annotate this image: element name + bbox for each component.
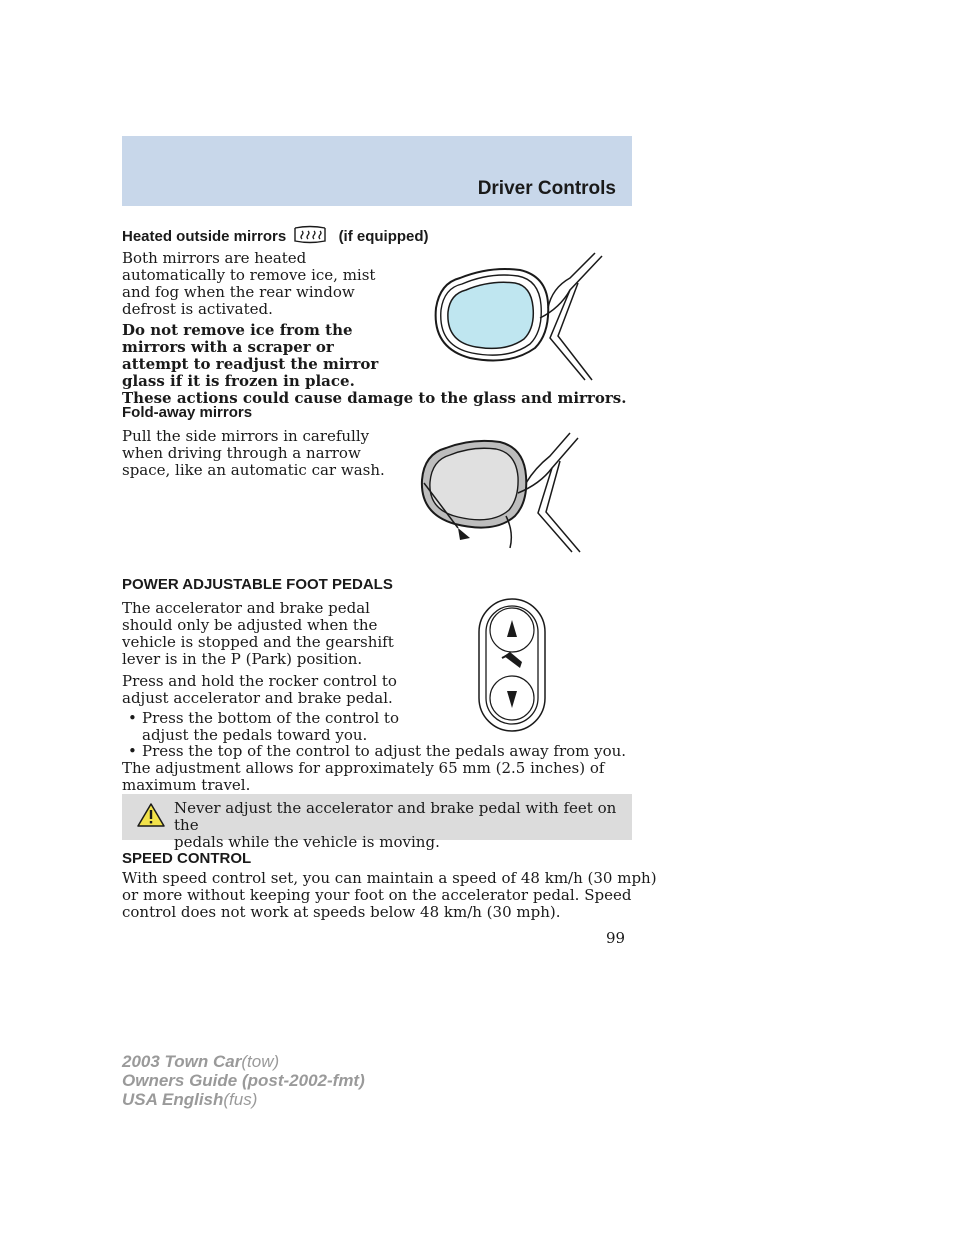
text-line: defrost is activated. xyxy=(122,300,273,318)
text-line: pedals while the vehicle is moving. xyxy=(174,833,440,851)
text-line: The adjustment allows for approximately 65 mm (2.5 inches) of xyxy=(122,759,605,777)
footer-guide: Owners Guide (post-2002-fmt) xyxy=(122,1071,365,1090)
foldaway-paragraph xyxy=(122,428,385,479)
bullet-icon: • xyxy=(128,742,137,760)
footer-line-1 xyxy=(122,1052,365,1071)
text-line: lever is in the P (Park) position. xyxy=(122,650,363,668)
text-line: or more without keeping your foot on the accelerator pedal. Speed xyxy=(122,886,632,904)
text-line: Press and hold the rocker control to xyxy=(122,672,397,690)
footer xyxy=(122,1052,365,1109)
text-line: should only be adjusted when the xyxy=(122,616,378,634)
foldaway-mirror-illustration xyxy=(410,428,610,558)
pedals-paragraph-1 xyxy=(122,600,394,668)
page-number: 99 xyxy=(606,929,626,947)
footer-language-code: (fus) xyxy=(223,1090,258,1109)
text-line: control does not work at speeds below 48 km/h (30 mph). xyxy=(122,903,561,921)
text-line: Pull the side mirrors in carefully xyxy=(122,427,370,445)
text-line: mirrors with a scraper or xyxy=(122,338,334,356)
text-line: automatically to remove ice, mist xyxy=(122,266,376,284)
foldaway-heading: Fold-away mirrors xyxy=(122,404,253,421)
footer-model-code: (tow) xyxy=(241,1052,280,1071)
heated-mirrors-heading-text: Heated outside mirrors xyxy=(122,228,287,245)
text-line: Never adjust the accelerator and brake pedal with feet on the xyxy=(174,799,617,834)
text-line: and fog when the rear window xyxy=(122,283,355,301)
text-line: Do not remove ice from the xyxy=(122,321,353,339)
footer-language: USA English xyxy=(122,1090,224,1109)
speed-control-paragraph xyxy=(122,870,657,921)
pedal-rocker-control-illustration xyxy=(476,596,548,734)
footer-line-2 xyxy=(122,1071,365,1090)
text-line: These actions could cause damage to the glass and mirrors. xyxy=(122,389,627,407)
pedals-paragraph-3 xyxy=(122,760,604,794)
bullet-icon: • xyxy=(128,709,137,727)
footer-line-3 xyxy=(122,1090,365,1109)
text-line: attempt to readjust the mirror xyxy=(122,355,379,373)
speed-control-heading: SPEED CONTROL xyxy=(122,850,252,867)
text-line: With speed control set, you can maintain a speed of 48 km/h (30 mph) xyxy=(122,869,657,887)
text-line: vehicle is stopped and the gearshift xyxy=(122,633,394,651)
header-band xyxy=(122,136,632,206)
section-title: Driver Controls xyxy=(477,178,616,199)
text-line: when driving through a narrow xyxy=(122,444,361,462)
text-line: Press the bottom of the control to xyxy=(142,709,399,727)
text-line: The accelerator and brake pedal xyxy=(122,599,370,617)
text-line: Both mirrors are heated xyxy=(122,249,307,267)
text-line: maximum travel. xyxy=(122,776,251,794)
text-line: adjust accelerator and brake pedal. xyxy=(122,689,393,707)
heated-mirrors-heading-suffix: (if equipped) xyxy=(338,228,429,245)
footer-model: 2003 Town Car xyxy=(122,1052,242,1071)
warning-box xyxy=(122,794,632,851)
bullet-1 xyxy=(122,710,399,744)
heated-mirror-illustration xyxy=(420,248,620,388)
text-line: Press the top of the control to adjust the pedals away from you. xyxy=(142,742,627,760)
warning-triangle-icon xyxy=(136,802,166,828)
text-line: adjust the pedals toward you. xyxy=(142,726,368,744)
text-line: space, like an automatic car wash. xyxy=(122,461,385,479)
pedals-paragraph-2 xyxy=(122,673,397,707)
rear-defrost-icon xyxy=(292,224,328,246)
bullet-2 xyxy=(122,743,626,760)
heated-mirrors-paragraph xyxy=(122,250,375,318)
text-line: glass if it is frozen in place. xyxy=(122,372,355,390)
warning-text xyxy=(174,800,632,851)
heated-mirrors-heading xyxy=(122,224,429,246)
pedals-heading: POWER ADJUSTABLE FOOT PEDALS xyxy=(122,576,393,593)
